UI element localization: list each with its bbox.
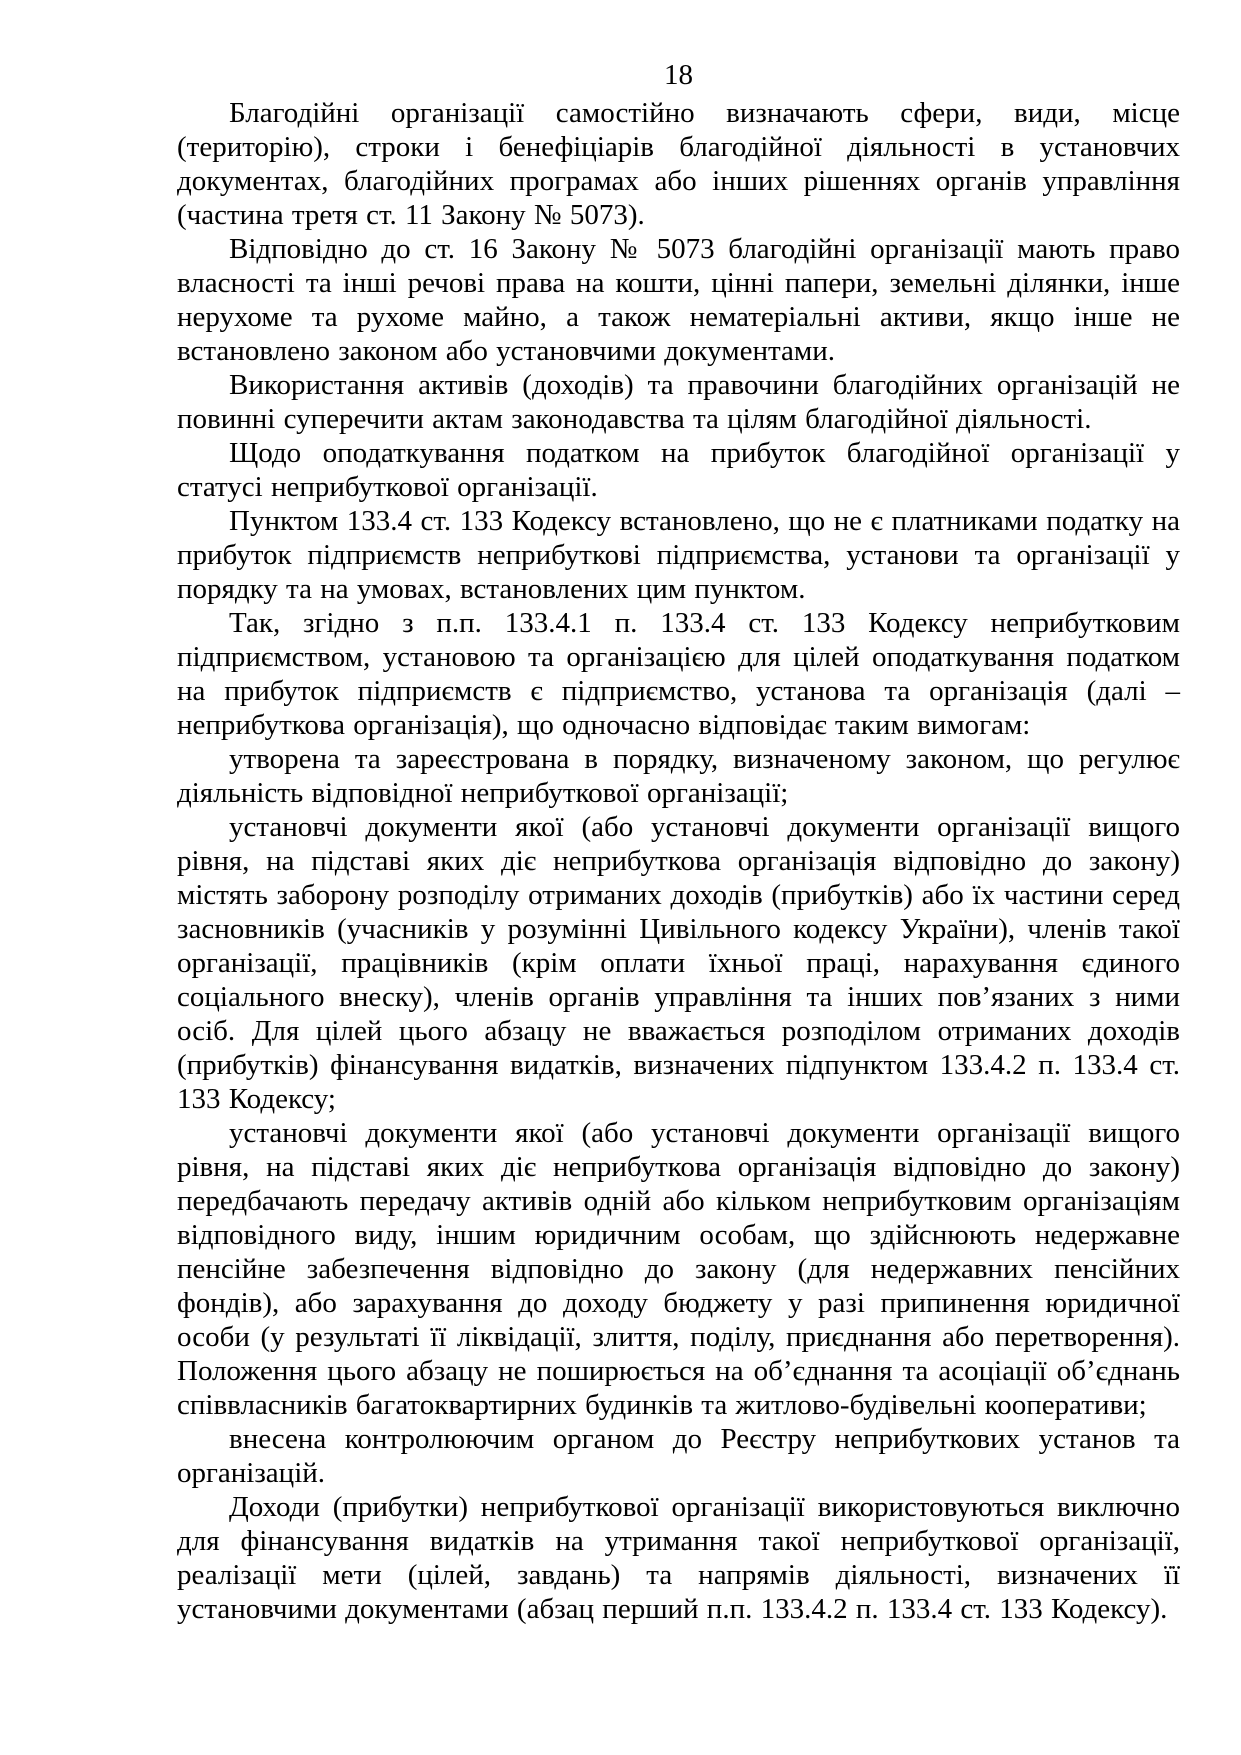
paragraph-10: внесена контролюючим органом до Реєстру неприбуткових установ та організацій. (177, 1423, 1180, 1489)
paragraph-1: Благодійні організації самостійно визначають сфери, види, місце (територію), строки і бенефіціарів благодійної діяльності в установчих документах, благодійних програмах або інших рішеннях органів управління (частина третя ст. 11 Закону № 5073). (177, 97, 1180, 231)
paragraph-7: утворена та зареєстрована в порядку, визначеному законом, що регулює діяльність відповідної неприбуткової організації; (177, 743, 1180, 809)
document-body (177, 96, 1180, 1626)
paragraph-5: Пунктом 133.4 ст. 133 Кодексу встановлено, що не є платниками податку на прибуток підприємств неприбуткові підприємства, установи та організації у порядку та на умовах, встановлених цим пунктом. (177, 505, 1180, 605)
paragraph-4: Щодо оподаткування податком на прибуток благодійної організації у статусі неприбуткової організації. (177, 437, 1180, 503)
paragraph-9: установчі документи якої (або установчі документи організації вищого рівня, на підставі яких діє неприбуткова організація відповідно до закону) передбачають передачу активів одній або кільком неприбутковим організаціям відповідного виду, іншим юридичним особам, що здійснюють недержавне пенсійне забезпечення відповідно до закону (для недержавних пенсійних фондів), або зарахування до доходу бюджету у разі припинення юридичної особи (у результаті її ліквідації, злиття, поділу, приєднання або перетворення). Положення цього абзацу не поширюється на об’єднання та асоціації об’єднань співвласників багатоквартирних будинків та житлово-будівельні кооперативи; (177, 1117, 1180, 1421)
paragraph-8: установчі документи якої (або установчі документи організації вищого рівня, на підставі яких діє неприбуткова організація відповідно до закону) містять заборону розподілу отриманих доходів (прибутків) або їх частини серед засновників (учасників у розумінні Цивільного кодексу України), членів такої організації, працівників (крім оплати їхньої праці, нарахування єдиного соціального внеску), членів органів управління та інших пов’язаних з ними осіб. Для цілей цього абзацу не вважається розподілом отриманих доходів (прибутків) фінансування видатків, визначених підпунктом 133.4.2 п. 133.4 ст. 133 Кодексу; (177, 811, 1180, 1115)
paragraph-3: Використання активів (доходів) та правочини благодійних організацій не повинні суперечити актам законодавства та цілям благодійної діяльності. (177, 369, 1180, 435)
paragraph-11: Доходи (прибутки) неприбуткової організації використовуються виключно для фінансування видатків на утримання такої неприбуткової організації, реалізації мети (цілей, завдань) та напрямів діяльності, визначених її установчими документами (абзац перший п.п. 133.4.2 п. 133.4 ст. 133 Кодексу). (177, 1491, 1180, 1625)
page-number: 18 (664, 59, 693, 91)
paragraph-6: Так, згідно з п.п. 133.4.1 п. 133.4 ст. 133 Кодексу неприбутковим підприємством, установою та організацією для цілей оподаткування податком на прибуток підприємств є підприємство, установа та організація (далі – неприбуткова організація), що одночасно відповідає таким вимогам: (177, 607, 1180, 741)
paragraph-2: Відповідно до ст. 16 Закону № 5073 благодійні організації мають право власності та інші речові права на кошти, цінні папери, земельні ділянки, інше нерухоме та рухоме майно, а також нематеріальні активи, якщо інше не встановлено законом або установчими документами. (177, 233, 1180, 367)
